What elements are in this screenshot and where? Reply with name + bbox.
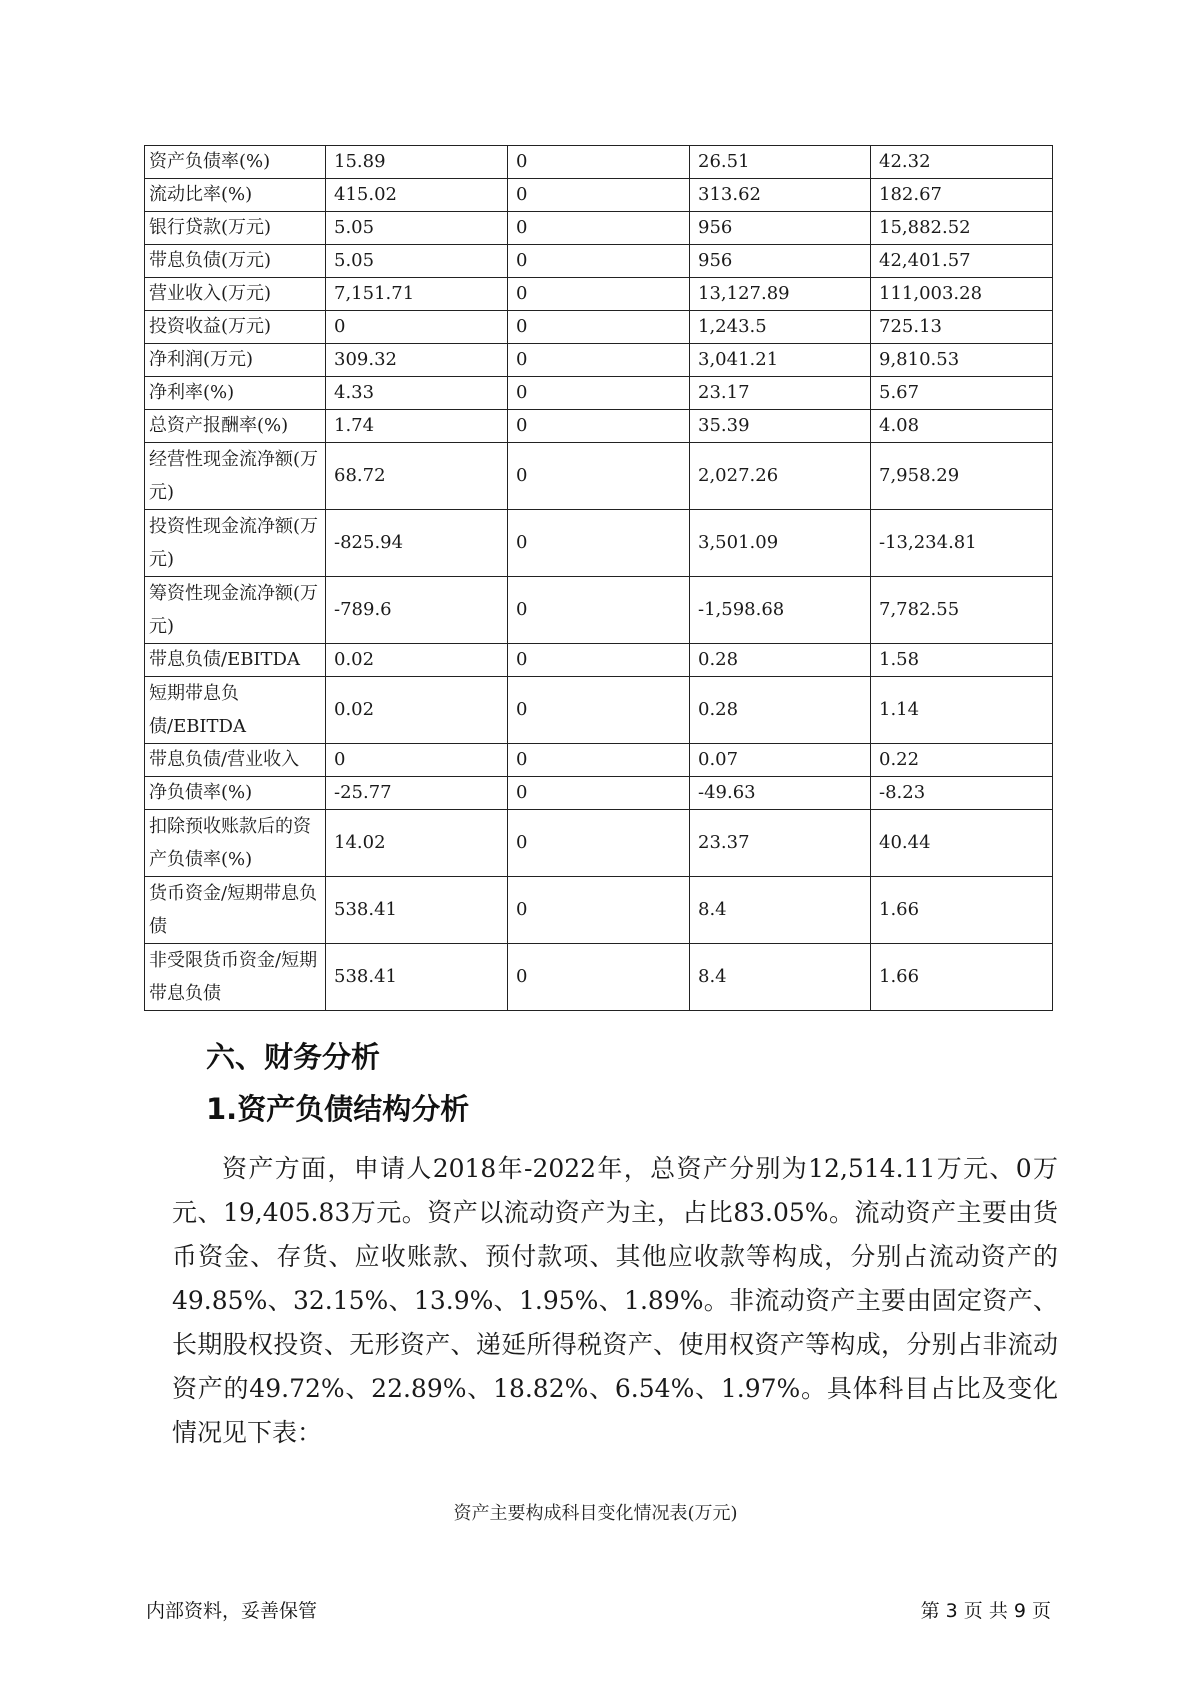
- cell-value: 13,127.89: [690, 278, 871, 311]
- table-row: [145, 644, 1053, 677]
- cell-value: 23.37: [690, 810, 871, 877]
- cell-value: 7,782.55: [871, 577, 1053, 644]
- cell-value: -13,234.81: [871, 510, 1053, 577]
- cell-value: 3,041.21: [690, 344, 871, 377]
- table-row: [145, 510, 1053, 577]
- cell-value: 42,401.57: [871, 245, 1053, 278]
- cell-value: 0: [508, 877, 690, 944]
- cell-value: 0: [508, 410, 690, 443]
- cell-value: 0: [508, 744, 690, 777]
- row-label: 流动比率(%): [145, 179, 326, 212]
- cell-value: 15,882.52: [871, 212, 1053, 245]
- row-label: 投资收益(万元): [145, 311, 326, 344]
- cell-value: 1,243.5: [690, 311, 871, 344]
- row-label: 净利率(%): [145, 377, 326, 410]
- cell-value: 40.44: [871, 810, 1053, 877]
- subsection-heading: 1.资产负债结构分析: [206, 1092, 470, 1126]
- cell-value: 9,810.53: [871, 344, 1053, 377]
- cell-value: 0: [508, 245, 690, 278]
- cell-value: 0: [508, 810, 690, 877]
- row-label: 投资性现金流净额(万元): [145, 510, 326, 577]
- cell-value: 35.39: [690, 410, 871, 443]
- cell-value: 26.51: [690, 146, 871, 179]
- row-label: 带息负债/营业收入: [145, 744, 326, 777]
- cell-value: 0: [508, 510, 690, 577]
- row-label: 营业收入(万元): [145, 278, 326, 311]
- cell-value: 0.02: [326, 677, 508, 744]
- cell-value: 0: [508, 377, 690, 410]
- cell-value: 956: [690, 245, 871, 278]
- table-row: [145, 311, 1053, 344]
- cell-value: 0.07: [690, 744, 871, 777]
- row-label: 非受限货币资金/短期带息负债: [145, 944, 326, 1011]
- cell-value: -49.63: [690, 777, 871, 810]
- row-label: 货币资金/短期带息负债: [145, 877, 326, 944]
- cell-value: 0.02: [326, 644, 508, 677]
- cell-value: 5.05: [326, 245, 508, 278]
- cell-value: 0: [326, 744, 508, 777]
- cell-value: 0: [508, 944, 690, 1011]
- cell-value: 0: [508, 212, 690, 245]
- cell-value: 0: [508, 278, 690, 311]
- cell-value: -8.23: [871, 777, 1053, 810]
- body-paragraph: 资产方面，申请人2018年-2022年，总资产分别为12,514.11万元、0万元、19,405.83万元。资产以流动资产为主，占比83.05%。流动资产主要由货币资金、存货、应收账款、预付款项、其他应收款等构成，分别占流动资产的49.85%、32.15%、13.9%、1.95%、1.89%。非流动资产主要由固定资产、长期股权投资、无形资产、递延所得税资产、使用权资产等构成，分别占非流动资产的49.72%、22.89%、18.82%、6.54%、1.97%。具体科目占比及变化情况见下表：: [172, 1154, 1058, 1447]
- cell-value: 309.32: [326, 344, 508, 377]
- cell-value: -25.77: [326, 777, 508, 810]
- cell-value: 3,501.09: [690, 510, 871, 577]
- row-label: 银行贷款(万元): [145, 212, 326, 245]
- cell-value: 0: [508, 311, 690, 344]
- cell-value: 4.33: [326, 377, 508, 410]
- row-label: 短期带息负债/EBITDA: [145, 677, 326, 744]
- cell-value: 1.66: [871, 877, 1053, 944]
- footer-confidential-note: 内部资料，妥善保管: [146, 1600, 318, 1622]
- cell-value: -789.6: [326, 577, 508, 644]
- cell-value: 68.72: [326, 443, 508, 510]
- table-row: [145, 443, 1053, 510]
- cell-value: 538.41: [326, 877, 508, 944]
- cell-value: 0: [508, 179, 690, 212]
- cell-value: 725.13: [871, 311, 1053, 344]
- row-label: 带息负债(万元): [145, 245, 326, 278]
- cell-value: 1.74: [326, 410, 508, 443]
- cell-value: -825.94: [326, 510, 508, 577]
- table-row: [145, 212, 1053, 245]
- table-row: [145, 179, 1053, 212]
- cell-value: 0.22: [871, 744, 1053, 777]
- table-row: [145, 245, 1053, 278]
- row-label: 总资产报酬率(%): [145, 410, 326, 443]
- table-row: [145, 944, 1053, 1011]
- cell-value: 182.67: [871, 179, 1053, 212]
- cell-value: 7,151.71: [326, 278, 508, 311]
- cell-value: 313.62: [690, 179, 871, 212]
- cell-value: 1.14: [871, 677, 1053, 744]
- cell-value: 0: [508, 677, 690, 744]
- cell-value: -1,598.68: [690, 577, 871, 644]
- row-label: 带息负债/EBITDA: [145, 644, 326, 677]
- row-label: 经营性现金流净额(万元): [145, 443, 326, 510]
- table-body: [145, 146, 1053, 1011]
- section-heading: 六、财务分析: [206, 1040, 381, 1074]
- financial-indicators-table: [144, 145, 1053, 1011]
- cell-value: 0.28: [690, 644, 871, 677]
- cell-value: 23.17: [690, 377, 871, 410]
- table-row: [145, 810, 1053, 877]
- cell-value: 0: [508, 577, 690, 644]
- row-label: 净负债率(%): [145, 777, 326, 810]
- cell-value: 8.4: [690, 877, 871, 944]
- table-row: [145, 877, 1053, 944]
- cell-value: 1.58: [871, 644, 1053, 677]
- row-label: 净利润(万元): [145, 344, 326, 377]
- cell-value: 0: [508, 644, 690, 677]
- table-row: [145, 577, 1053, 644]
- table-caption: 资产主要构成科目变化情况表(万元): [453, 1503, 738, 1524]
- row-label: 资产负债率(%): [145, 146, 326, 179]
- table-row: [145, 146, 1053, 179]
- cell-value: 0: [508, 344, 690, 377]
- cell-value: 538.41: [326, 944, 508, 1011]
- cell-value: 0: [508, 146, 690, 179]
- cell-value: 0.28: [690, 677, 871, 744]
- table-row: [145, 677, 1053, 744]
- cell-value: 0: [326, 311, 508, 344]
- cell-value: 111,003.28: [871, 278, 1053, 311]
- table-row: [145, 377, 1053, 410]
- cell-value: 1.66: [871, 944, 1053, 1011]
- cell-value: 5.67: [871, 377, 1053, 410]
- table-row: [145, 777, 1053, 810]
- cell-value: 0: [508, 777, 690, 810]
- cell-value: 42.32: [871, 146, 1053, 179]
- cell-value: 7,958.29: [871, 443, 1053, 510]
- cell-value: 5.05: [326, 212, 508, 245]
- cell-value: 415.02: [326, 179, 508, 212]
- cell-value: 4.08: [871, 410, 1053, 443]
- table-row: [145, 410, 1053, 443]
- cell-value: 2,027.26: [690, 443, 871, 510]
- table-row: [145, 744, 1053, 777]
- cell-value: 14.02: [326, 810, 508, 877]
- cell-value: 956: [690, 212, 871, 245]
- table-row: [145, 344, 1053, 377]
- footer-page-number: 第 3 页 共 9 页: [920, 1600, 1051, 1622]
- row-label: 筹资性现金流净额(万元): [145, 577, 326, 644]
- cell-value: 15.89: [326, 146, 508, 179]
- row-label: 扣除预收账款后的资产负债率(%): [145, 810, 326, 877]
- table-row: [145, 278, 1053, 311]
- cell-value: 8.4: [690, 944, 871, 1011]
- cell-value: 0: [508, 443, 690, 510]
